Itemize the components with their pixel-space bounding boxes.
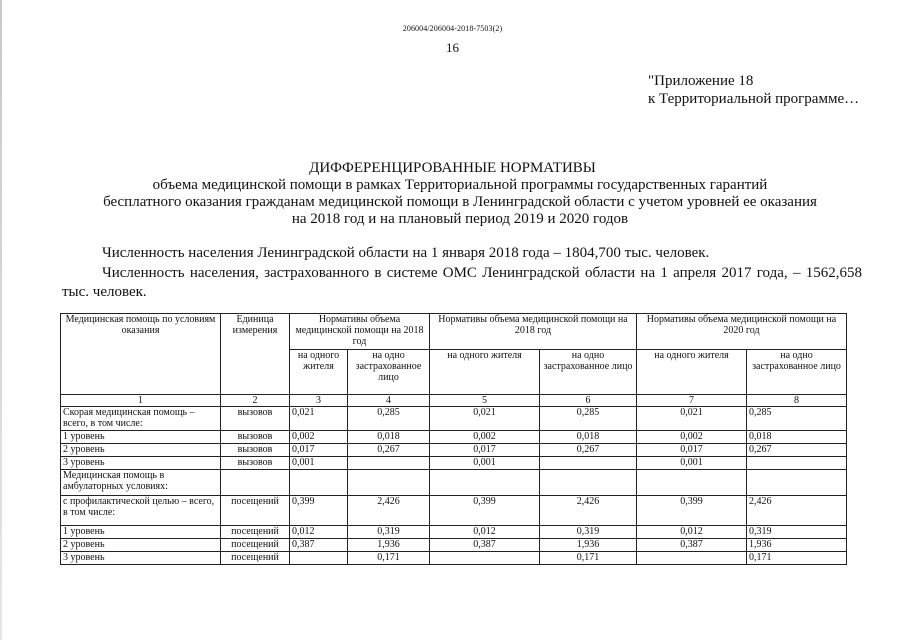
cell-value: 0,021 — [637, 407, 747, 431]
cell-value: 1,936 — [747, 539, 847, 552]
cell-value: 0,012 — [430, 526, 540, 539]
column-number: 3 — [290, 395, 348, 407]
subheader-per-insured: на одно застрахованное лицо — [540, 350, 637, 395]
row-unit: вызовов — [221, 444, 290, 457]
cell-value — [430, 470, 540, 496]
cell-value: 0,387 — [290, 539, 348, 552]
cell-value: 0,399 — [637, 496, 747, 526]
column-number: 6 — [540, 395, 637, 407]
row-unit: посещений — [221, 526, 290, 539]
row-name: с профилактической целью – всего, в том числе: — [61, 496, 221, 526]
table-row — [61, 496, 847, 526]
cell-value: 0,001 — [637, 457, 747, 470]
cell-value: 0,002 — [430, 431, 540, 444]
cell-value — [747, 457, 847, 470]
row-unit: вызовов — [221, 457, 290, 470]
subheader-per-resident: на одного жителя — [637, 350, 747, 395]
cell-value: 0,017 — [290, 444, 348, 457]
table-row — [61, 552, 847, 565]
cell-value: 0,171 — [747, 552, 847, 565]
row-name: 3 уровень — [61, 552, 221, 565]
cell-value: 2,426 — [540, 496, 637, 526]
column-number: 7 — [637, 395, 747, 407]
appendix-line-1: "Приложение 18 — [648, 73, 754, 89]
subtitle-line: бесплатного оказания гражданам медицинской помощи в Ленинградской области с учетом уровней ее оказания — [103, 194, 817, 210]
cell-value: 0,017 — [637, 444, 747, 457]
cell-value: 2,426 — [348, 496, 430, 526]
cell-value: 0,002 — [637, 431, 747, 444]
cell-value: 0,021 — [430, 407, 540, 431]
row-unit: посещений — [221, 496, 290, 526]
scan-edge-shadow — [0, 0, 2, 640]
cell-value: 0,267 — [747, 444, 847, 457]
cell-value: 0,001 — [290, 457, 348, 470]
appendix-line-2: к Территориальной программе… — [648, 91, 860, 107]
cell-value: 0,267 — [348, 444, 430, 457]
insured-population-paragraph: Численность населения, застрахованного в системе ОМС Ленинградской области на 1 апреля 2017 года, – 1562,658 тыс. человек. — [62, 265, 862, 300]
cell-value: 0,387 — [430, 539, 540, 552]
document-subtitle — [60, 177, 860, 228]
row-unit: вызовов — [221, 407, 290, 431]
cell-value — [430, 552, 540, 565]
column-number: 4 — [348, 395, 430, 407]
cell-value: 0,319 — [348, 526, 430, 539]
population-paragraph: Численность населения Ленинградской области на 1 января 2018 года – 1804,700 тыс. человек. — [102, 245, 710, 261]
table-row — [61, 431, 847, 444]
cell-value: 1,936 — [540, 539, 637, 552]
cell-value: 1,936 — [348, 539, 430, 552]
row-name: 3 уровень — [61, 457, 221, 470]
row-unit: вызовов — [221, 431, 290, 444]
cell-value: 0,018 — [348, 431, 430, 444]
cell-value: 0,001 — [430, 457, 540, 470]
subheader-per-resident: на одного жителя — [290, 350, 348, 395]
header-norms-2019: Нормативы объема медицинской помощи на 2018 год — [430, 314, 637, 350]
row-name: 1 уровень — [61, 526, 221, 539]
row-name: 2 уровень — [61, 539, 221, 552]
cell-value — [290, 470, 348, 496]
cell-value — [348, 457, 430, 470]
norms-table — [60, 313, 847, 565]
cell-value: 0,002 — [290, 431, 348, 444]
cell-value — [348, 470, 430, 496]
row-unit — [221, 470, 290, 496]
row-unit: посещений — [221, 539, 290, 552]
subheader-per-insured: на одно застрахованное лицо — [348, 350, 430, 395]
table-row — [61, 539, 847, 552]
cell-value: 0,285 — [747, 407, 847, 431]
row-name: Медицинская помощь в амбулаторных условиях: — [61, 470, 221, 496]
cell-value: 0,267 — [540, 444, 637, 457]
table-row — [61, 457, 847, 470]
cell-value: 0,399 — [430, 496, 540, 526]
cell-value: 0,399 — [290, 496, 348, 526]
document-id: 206004/206004-2018-7503(2) — [402, 24, 503, 33]
row-name: Скорая медицинская помощь – всего, в том числе: — [61, 407, 221, 431]
subtitle-line: на 2018 год и на плановый период 2019 и 2020 годов — [291, 211, 629, 227]
header-unit: Единица измерения — [221, 314, 290, 395]
page-number: 16 — [446, 40, 459, 55]
cell-value — [637, 470, 747, 496]
cell-value: 0,012 — [290, 526, 348, 539]
table-row — [61, 444, 847, 457]
cell-value: 0,171 — [540, 552, 637, 565]
cell-value — [540, 470, 637, 496]
document-title: ДИФФЕРЕНЦИРОВАННЫЕ НОРМАТИВЫ — [309, 160, 596, 176]
cell-value: 0,387 — [637, 539, 747, 552]
row-name: 2 уровень — [61, 444, 221, 457]
cell-value — [290, 552, 348, 565]
cell-value: 0,319 — [747, 526, 847, 539]
column-number: 2 — [221, 395, 290, 407]
header-norms-2018: Нормативы объема медицинской помощи на 2018 год — [290, 314, 430, 350]
cell-value: 0,171 — [348, 552, 430, 565]
cell-value: 0,285 — [540, 407, 637, 431]
header-norms-2020: Нормативы объема медицинской помощи на 2020 год — [637, 314, 847, 350]
table-row — [61, 470, 847, 496]
row-name: 1 уровень — [61, 431, 221, 444]
table-row — [61, 407, 847, 431]
column-number: 5 — [430, 395, 540, 407]
column-number-row — [61, 395, 847, 407]
cell-value — [747, 470, 847, 496]
column-number: 1 — [61, 395, 221, 407]
cell-value: 0,012 — [637, 526, 747, 539]
cell-value — [540, 457, 637, 470]
cell-value: 2,426 — [747, 496, 847, 526]
cell-value: 0,018 — [540, 431, 637, 444]
header-care-conditions: Медицинская помощь по условиям оказания — [61, 314, 221, 395]
cell-value: 0,285 — [348, 407, 430, 431]
subheader-per-insured: на одно застрахованное лицо — [747, 350, 847, 395]
cell-value: 0,017 — [430, 444, 540, 457]
cell-value: 0,319 — [540, 526, 637, 539]
appendix-reference — [648, 72, 898, 108]
subheader-per-resident: на одного жителя — [430, 350, 540, 395]
table-row — [61, 526, 847, 539]
cell-value — [637, 552, 747, 565]
cell-value: 0,021 — [290, 407, 348, 431]
column-number: 8 — [747, 395, 847, 407]
row-unit: посещений — [221, 552, 290, 565]
subtitle-line: объема медицинской помощи в рамках Территориальной программы государственных гарантий — [152, 177, 768, 193]
cell-value: 0,018 — [747, 431, 847, 444]
